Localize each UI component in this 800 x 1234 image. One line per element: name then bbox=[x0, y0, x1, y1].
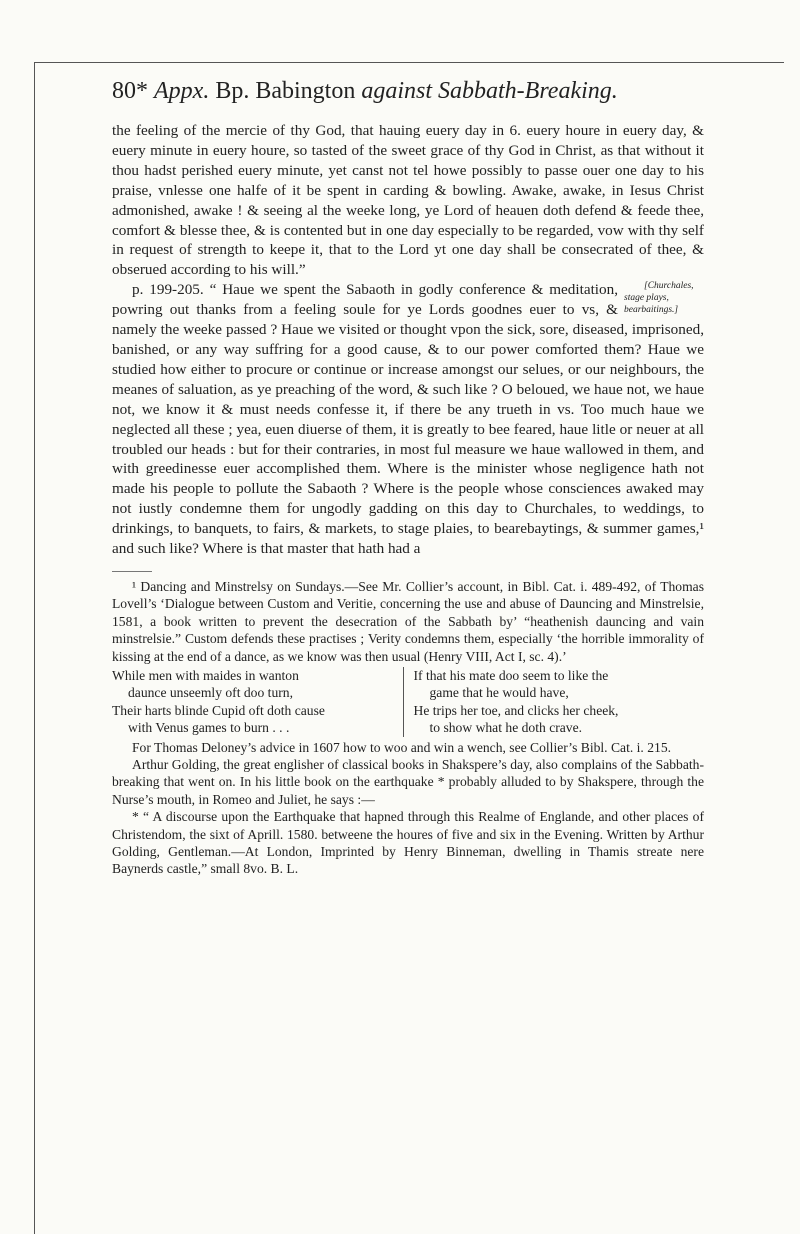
footnote-divider bbox=[112, 571, 152, 572]
page-number: 80* bbox=[112, 78, 148, 104]
footnote-golding: Arthur Golding, the great englisher of classical books in Shakspere’s day, also complains of the Sabbath-breaking that went on. In his little book on the earthquake * probably alluded to by Shakspere, through the Nurse’s mouth, in Romeo and Juliet, he says :— bbox=[112, 757, 704, 807]
poem-line: He trips her toe, and clicks her cheek, bbox=[413, 702, 619, 718]
running-header bbox=[112, 78, 704, 105]
header-against: against bbox=[361, 78, 433, 104]
paragraph bbox=[112, 280, 704, 559]
footnotes bbox=[112, 578, 704, 878]
poem-line: Their harts blinde Cupid oft doth cause bbox=[112, 702, 325, 718]
poem-right-column bbox=[403, 667, 705, 737]
poem-line: with Venus games to burn . . . bbox=[128, 720, 290, 736]
header-author: Bp. Babington bbox=[215, 78, 356, 104]
poem-quote bbox=[112, 667, 704, 737]
paragraph: the feeling of the mercie of thy God, that hauing euery day in 6. euery houre in euery day, & euery minute in euery houre, so tasted of the sweet grace of thy God in Christ, as that without it thou hadst perished euery minute, yet canst not tel howe possibly to passe ouer one day to his praise, vnlesse one halfe of it be spent in carding & bowling. Awake, awake, in Iesus Christ admonished, awake ! & seeing al the weeke long, ye Lord of heauen doth defend & feede thee, comfort & blesse thee, & is contented but in one day especially to be regarded, vow with thy self in request of strength to keepe it, that to the Lord yt one day shall be consecrated of thee, & obserued according to his will.” bbox=[112, 122, 704, 279]
footnote-deloney: For Thomas Deloney’s advice in 1607 how to woo and win a wench, see Collier’s Bibl. Cat. i. 215. bbox=[132, 739, 672, 755]
asterisk-footnote: * “ A discourse upon the Earthquake that hapned through this Realme of Englande, and other places of Christendom, the sixt of Aprill. 1580. betweene the houres of five and six in the Evening. Written by Arthur Golding, Gentleman.—At London, Imprinted by Henry Binneman, dwelling in Thamis streate nere Baynerds castle,” small 8vo. B. L. bbox=[112, 809, 704, 877]
frame-top-rule bbox=[34, 62, 784, 63]
poem-line: If that his mate doo seem to like the bbox=[413, 667, 609, 683]
poem-line: to show what he doth crave. bbox=[429, 720, 583, 736]
paragraph-text: p. 199-205. “ Haue we spent the Sabaoth in godly conference & meditation, powring out thanks from a feeling soule for ye Lords goodnes euer to vs, & namely the weeke passed ? Haue we visited or thought vpon the sick, sore, diseased, imprisoned, banished, or any way suffring for a good cause, & to our power comforted them? Haue we studied how either to procure or continue or increase amongst our selues, or our neighbours, the meanes of saluation, as ye preaching of the word, & such like ? O beloued, we haue not, we haue not, we know it & must needs confesse it, if there be any trueth in vs. Too much haue we neglected all these ; yea, euen diuerse of them, it is greatly to bee feared, haue litle or neuer at all troubled our heads : but for their contraries, in most ful measure we haue wallowed in them, and with greedinesse euer accomplished them. Where is the minister whose negligence hath not made his people to pollute the Sabaoth ? Where is the people whose consciences awaked may not iustly condemne them for ungodly gadding on this day to Churchales, to weddings, to drinkings, to banquets, to fairs, & markets, to stage plaies, to bearebaytings, & summer games,¹ and such like? Where is that master that hath had a bbox=[112, 281, 704, 558]
header-section: Appx. bbox=[154, 78, 210, 104]
poem-left-column bbox=[112, 667, 403, 737]
margin-note: [Churchales, stage plays, bearbaitings.] bbox=[624, 281, 694, 316]
main-text bbox=[112, 121, 704, 559]
frame-left-rule bbox=[34, 62, 35, 1234]
poem-line: While men with maides in wanton bbox=[112, 667, 299, 683]
header-topic: Sabbath-Breaking. bbox=[438, 78, 618, 104]
poem-line: game that he would have, bbox=[429, 685, 569, 701]
page bbox=[112, 78, 704, 878]
poem-line: daunce unseemly oft doo turn, bbox=[128, 685, 293, 701]
footnote-1: ¹ Dancing and Minstrelsy on Sundays.—See Mr. Collier’s account, in Bibl. Cat. i. 489-492, of Thomas Lovell’s ‘Dialogue between Custom and Veritie, concerning the use and abuse of Dauncing and Minstrelsie, 1581, a book written to prevent the desecration of the Sabbath by’ “heathenish dauncing and vain minstrelsie.” Custom defends these practises ; Verity condemns them, especially ‘the horrible immorality of kissing at the end of a dance, as we know was then usual (Henry VIII, Act I, sc. 4).’ bbox=[112, 578, 704, 664]
